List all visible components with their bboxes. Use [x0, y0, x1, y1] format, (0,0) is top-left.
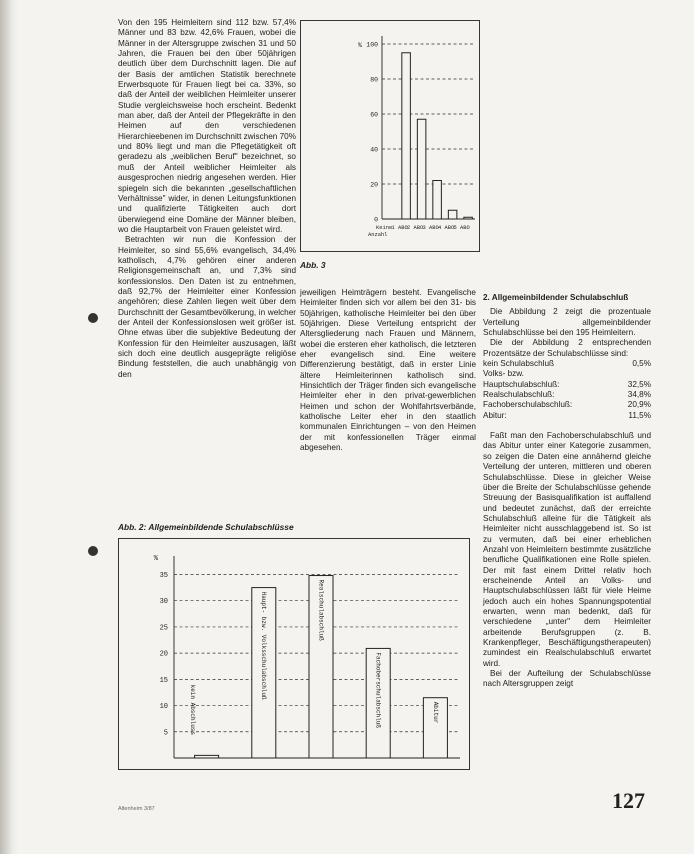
y-tick-label: 30 — [159, 598, 168, 607]
bar — [417, 119, 426, 219]
bar-label: Abitur — [431, 701, 439, 724]
paragraph: Die Abbildung 2 zeigt die prozentuale Verteilung allgemeinbildender Schulabschlüsse bei den 195 Heimleitern. — [483, 307, 651, 338]
y-tick-label: 60 — [370, 111, 378, 119]
bar — [195, 755, 219, 758]
rate-value: 32,5% — [627, 379, 651, 389]
paragraph: jeweiligen Heimträgern besteht. Evangelische Heimleiter finden sich vor allem bei den 31- bis 50jährigen, katholische Heimleiter bei den über 50jährigen. Diese Verteilung entspricht der Altersgliederung nach Frauen und Männern, wobei die ersteren eher katholisch, die letzteren eher evangelisch sind. Eine weitere Differenzierung bestätigt, daß in erster Linie ältere Heimleiterinnen katholisch sind. Hinsichtlich der Träger finden sich evangelische Heimleiter eher in den privat-gewerblichen Heimen und schon der Wohlfahrtsverbände, katholische Leiter eher in den staatlich kommunalen Einrichtungen – von den Heimen der mit konfessionellen Träger einmal abgesehen. — [300, 288, 476, 453]
y-tick-label: 20 — [370, 181, 378, 189]
binding-shadow — [0, 0, 18, 854]
y-tick-label: 10 — [159, 703, 168, 712]
paragraph: Von den 195 Heimleitern sind 112 bzw. 57,4% Männer und 83 bzw. 42,6% Frauen, wobei die Männer in der Altersgruppe zwischen 31 und 50 Jahren, die Frauen bei den über 50jährigen deutlich über dem Durchschnitt lagen. Die auf der Basis der amtlichen Statistik berechnete Erwerbsquote für Frauen liegt bei ca. 33%, so daß der Anteil der weiblichen Heimleiter unserer Studie vergleichsweise hoch erscheint. Bedenkt man aber, daß der Anteil der Pflegekräfte in den Heimen auf den verschiedenen Hierarchieebenen im Durchschnitt zwischen 70% und 80% liegt und man die Pflegetätigkeit oft geradezu als „weiblichen Beruf" bezeichnet, so muß der Anteil weiblicher Heimleiter als ausgesprochen niedrig angesehen werden. Hier spiegeln sich die bekannten „gesellschaftlichen Verhältnisse" wider, in denen Leitungsfunktionen und qualifizierte Tätigkeiten auch dort überwiegend eine Domäne der Männer bleiben, wo die Hauptarbeit von Frauen geleistet wird. — [118, 18, 296, 234]
page-number: 127 — [612, 788, 645, 813]
bar — [448, 210, 457, 219]
y-tick-label: 0 — [374, 216, 378, 224]
paragraph: Betrachten wir nun die Konfession der Heimleiter, so sind 55,6% evangelisch, 34,4% katholisch, 4,7% gehören einer anderen Religionsgemeinschaft an, und 7,3% sind konfessionslos. Den Daten ist zu entnehmen, daß 92,7% der Heimleiter einer Konfession angehören; diese Zahlen liegen weit über dem Durchschnitt der Gesamtbevölkerung, in welcher der Anteil der Konfessionslosen weit größer ist. Ohne etwas über die subjektive Bedeutung der Konfession für den Heimleiter auszusagen, läßt sich doch eine deutlich ausgeprägte religiöse Bindung feststellen, die auch unabhängig von den — [118, 235, 296, 379]
y-tick-label: 40 — [370, 146, 378, 154]
rate-row — [483, 359, 651, 369]
rate-label: Fachoberschulabschluß: — [483, 400, 573, 410]
punch-hole — [88, 313, 98, 323]
bar-label: Fachoberschulabschluß — [374, 652, 382, 729]
rate-value: 11,5% — [628, 410, 651, 420]
y-tick-label: 80 — [370, 76, 378, 84]
rate-label: Volks- bzw. — [483, 369, 524, 379]
paragraph: Bei der Aufteilung der Schulabschlüsse nach Altersgruppen zeigt — [483, 669, 651, 689]
y-tick-label: 35 — [159, 571, 168, 580]
rate-row — [483, 390, 651, 400]
text-column-3 — [483, 293, 651, 690]
figure-caption-abb2: Abb. 2: Allgemeinbildende Schulabschlüsse — [118, 522, 294, 532]
rate-label: kein Schulabschluß — [483, 359, 554, 369]
rate-row — [483, 400, 651, 410]
bar-label: kein Abschluss — [189, 684, 197, 736]
chart-abb2 — [118, 538, 470, 770]
rates-list — [483, 359, 651, 421]
x-tick-label: 4 ABO — [438, 225, 455, 231]
rate-label: Abitur: — [483, 410, 507, 420]
figure-caption-abb3: Abb. 3 — [300, 260, 326, 270]
section-heading: 2. Allgemeinbildender Schulabschluß — [483, 293, 629, 302]
x-tick-label: 1 ABO — [391, 225, 408, 231]
paragraph: Die der Abbildung 2 entsprechenden Prozentsätze der Schulabschlüsse sind: — [483, 338, 651, 358]
rate-value: 34,8% — [627, 390, 651, 400]
rate-label: Realschulabschluß: — [483, 390, 555, 400]
x-tick-label: 5 ABO — [453, 225, 470, 231]
bar — [402, 53, 411, 219]
paragraph: Faßt man den Fachoberschulabschluß und das Abitur unter einer Kategorie zusammen, so zeigen die Daten eine annähernd gleiche Verteilung der unteren, mittleren und oberen Schulabschlüsse. Diese in gleicher Weise über die Breite der Schulabschlüsse gehende Streuung der Basisqualifikation ist auffallend und bedeutet zunächst, daß der erreichte Schulabschluß alleine für die Tätigkeit als Heimleiter nicht ausschlaggebend ist. So ist zu vermuten, daß bei einer erheblichen Anzahl von Heimleitern bestimmte zusätzliche berufliche Qualifikationen eine Rolle spielen. Der mit fast einem Drittel relativ hoch erscheinende Anteil an Volks- und Hauptschulabschlüssen läßt für viele Heime jedoch auch ein hohes Spannungspotential erwarten, wenn man bedenkt, daß für verschiedene „unter" dem Heimleiter arbeitende Berufsgruppen (z. B. Krankenpfleger, Beschäftigungstherapeuten) zumindest ein Realschulabschluß erwartet wird. — [483, 431, 651, 668]
chart-abb3 — [300, 20, 480, 252]
y-tick-label: 25 — [159, 624, 168, 633]
bar-label: Haupt- bzw. Volksschulabschluß — [260, 591, 268, 700]
rate-value: 0,5% — [632, 359, 651, 369]
bar — [464, 217, 473, 219]
y-axis-label: % — [153, 555, 158, 563]
y-tick-label: 20 — [159, 650, 168, 659]
rate-row — [483, 369, 651, 379]
x-axis-label: Anzahl — [368, 232, 388, 238]
footer-source: Altenheim 3/87 — [118, 806, 155, 812]
bar-label: Realschulabschluß — [317, 579, 325, 641]
y-tick-label: 5 — [163, 729, 168, 738]
rate-row — [483, 380, 651, 390]
x-tick-label: 3 ABO — [422, 225, 439, 231]
punch-hole — [88, 546, 98, 556]
y-axis-label: % — [358, 42, 362, 49]
chart-frame — [119, 539, 470, 770]
text-column-2 — [300, 288, 476, 454]
x-tick-label: 2 ABO — [407, 225, 424, 231]
rate-label: Hauptschulabschluß: — [483, 379, 560, 389]
y-tick-label: 100 — [366, 41, 378, 49]
y-tick-label: 15 — [159, 676, 168, 685]
bar — [433, 181, 442, 220]
rate-value: 20,9% — [627, 400, 651, 410]
x-tick-label: Keine — [376, 225, 393, 231]
text-column-1 — [118, 18, 296, 380]
rate-row — [483, 411, 651, 421]
